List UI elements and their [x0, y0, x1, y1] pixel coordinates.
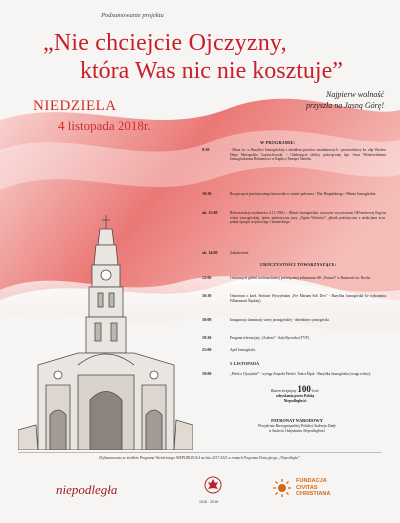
event-date: 4 listopada 2018r. — [58, 118, 151, 133]
fundacja-line2: CIVITAS — [296, 484, 318, 491]
second-day-heading: 5 LISTOPADA — [230, 361, 260, 366]
patron-line2: w Stuleciu Odzyskania Niepodległości — [268, 428, 326, 433]
program-desc: Apel Jasnogórski. — [230, 348, 256, 352]
jubilee-line2: odzyskania przez Polskę — [275, 393, 315, 398]
footer-divider — [18, 452, 382, 453]
program-time: 16:30 — [202, 293, 212, 298]
program-desc: Odsłonięcie galerii multimedialnej poświęconej żołnierzom AK „Parasol” w Bastionie św. Rocha. — [230, 276, 371, 280]
program-heading: W PROGRAMIE: — [260, 140, 296, 145]
program-desc: Rekonstrukcja wydarzeń z 4.11.1918 r. - Błonie Jasnogórskie, uroczyste wywieszenie 100-metrowej flagi na wieży jasnogórskiej, śpiew patriotyczny przy „Ogniu Wolności”, piknik patriotyczny z atrakcjami m.in. pokaz sprzętu wojskowego i strażackiego. — [230, 211, 386, 225]
jubilee-post: -lecie — [310, 389, 320, 393]
fundacja-line1: FUNDACJA — [296, 478, 327, 484]
program-desc: Inauguracja iluminacji wieży jasnogórskiej - dziedziniec jasnogórski. — [230, 318, 330, 322]
fundacja-line3: CHRISTIANA — [296, 491, 331, 497]
program-desc: Zakończenie. — [230, 251, 250, 255]
jubilee-pre: Razem świętujmy — [270, 389, 297, 393]
funding-note: Dofinansowano ze środków Programu Wieloletniego NIEPODLEGŁA na lata 2017-2021 w ramach Programu Dotacyjnego „Niepodległa”. — [99, 456, 301, 460]
program-time: 12:00 — [202, 275, 212, 280]
motto-quote — [306, 89, 384, 111]
motto-line2: przyszła na Jasną Górę! — [306, 101, 384, 110]
program-desc: Program telewizyjny „Ocaleni” - Sala Rycerska (TVP). — [230, 336, 310, 340]
main-title-line1: „Nie chciejcie Ojczyzny, — [43, 30, 287, 56]
program-time: ok. 11:00 — [202, 210, 218, 215]
fundacja-logo — [296, 478, 331, 498]
program-desc: Oratorium o kard. Stefanie Wyszyńskim „Per Mariam Soli Deo” - Bazylika Jasnogórska (w wykonaniu Filharmonii Śląskiej). — [230, 294, 386, 303]
program-time: 21:00 — [202, 347, 212, 352]
patron-title: PATRONAT NARODOWY — [271, 418, 323, 423]
program-desc: Rozpoczęcie patriotycznego korowodu w rytmie poloneza - Plac Biegańskiego - Błonia Jasnogórskie. — [230, 192, 377, 196]
program-time: 9:30 — [202, 147, 210, 152]
program-time: 19:30 — [202, 335, 212, 340]
jubilee-line3: Niepodległości — [283, 398, 307, 403]
program-time: 19:00 — [202, 371, 212, 376]
main-title-line2: która Was nic nie kosztuje” — [80, 58, 343, 84]
program-desc: - Msza św. w Bazylice Jasnogórskiej z udziałem pocztów sztandarowych - przewodniczy ks. abp Wacław Depo Metropolita Częstochowski. - Odsłonięcie tablicy poświęconej kpt. Artur Wiśniewskiemu Jasnogórskiemu Bohaterowi w Kaplicy Pamięci Narodu. — [230, 148, 386, 162]
eagle-emblem-years: 1918 · 2018 — [199, 500, 219, 504]
event-day: NIEDZIELA — [33, 98, 117, 114]
program-time: 10:30 — [202, 191, 212, 196]
project-subtitle: Podsumowanie projektu — [101, 12, 164, 19]
fundacja-sun-icon — [272, 478, 292, 498]
program-desc: „Pieśń o Ojczyźnie” - występ Zespołu Pieśni i Tańca Śląsk - Bazylika Jasnogórska (wstęp wolny). — [230, 372, 372, 376]
jubilee-block — [240, 384, 350, 403]
niepodlegla-logo: niepodległa — [56, 482, 118, 497]
motto-line1: Najpierw wolność — [325, 90, 384, 99]
patronage-block — [222, 419, 372, 433]
eagle-emblem-icon — [204, 475, 222, 497]
jubilee-line1 — [240, 384, 350, 394]
jasna-gora-tower-illustration — [18, 215, 193, 450]
accompanying-heading: UROCZYSTOŚCI TOWARZYSZĄCE: — [260, 262, 337, 267]
jubilee-number: 100 — [297, 384, 311, 394]
program-time: 18:00 — [202, 317, 212, 322]
patron-line1: Prezydenta Rzeczypospolitej Polskiej Andrzeja Dudy — [258, 423, 336, 428]
program-time: ok. 14:00 — [202, 250, 218, 255]
